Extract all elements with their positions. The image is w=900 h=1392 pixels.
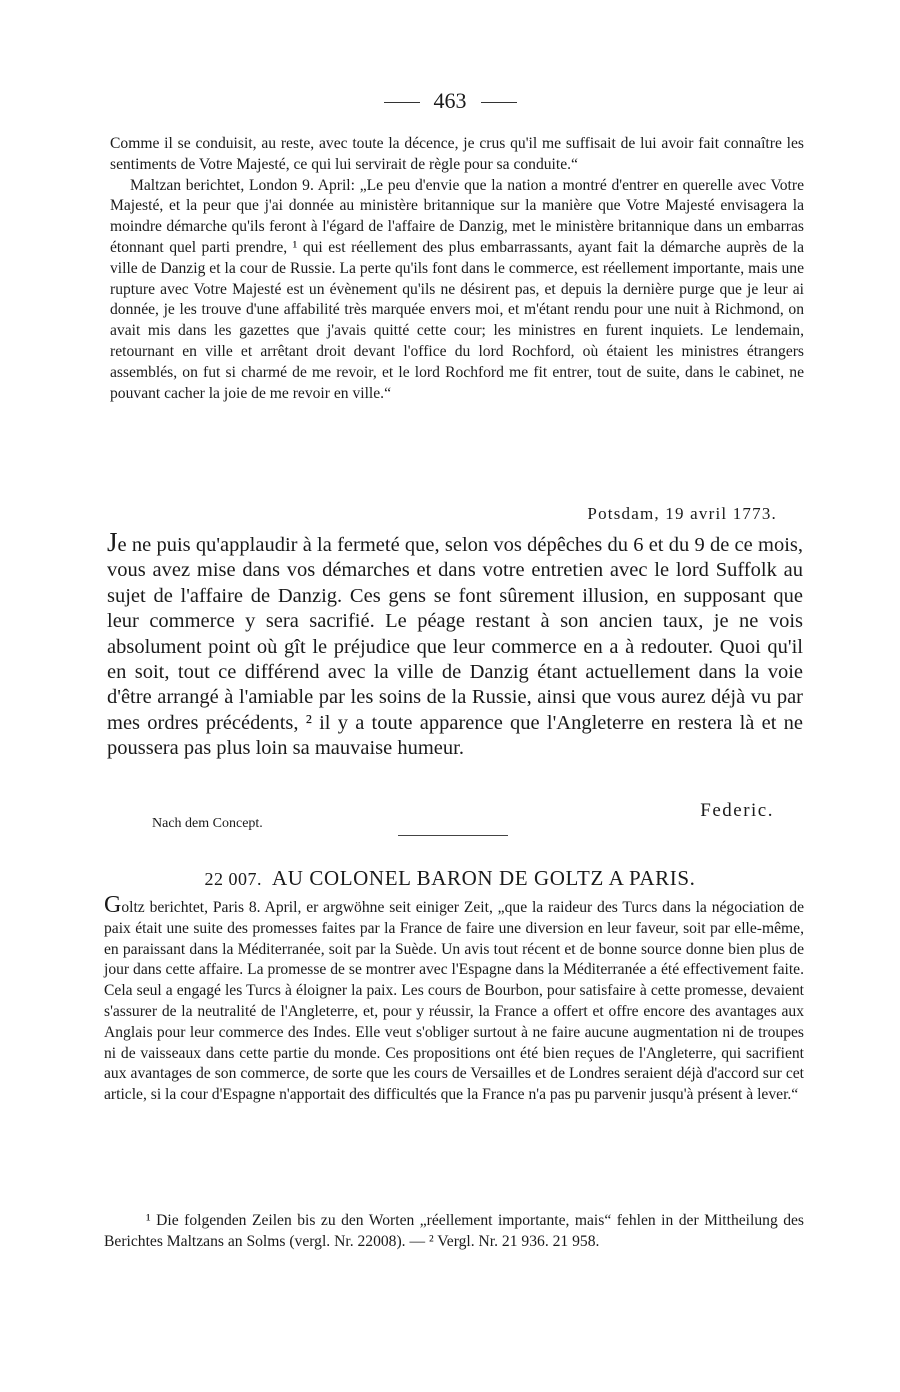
goltz-report xyxy=(104,892,804,1106)
maltzan-report xyxy=(110,134,804,404)
section-divider xyxy=(398,835,508,836)
section-heading xyxy=(0,866,900,891)
page-number: 463 xyxy=(433,88,467,113)
letter-dateline: Potsdam, 19 avril 1773. xyxy=(587,504,777,523)
goltz-initial: G xyxy=(104,892,122,918)
goltz-text: oltz berichtet, Paris 8. April, er argwöhne seit einiger Zeit, „que la raideur des Turcs dans la négociation de paix était une suite des promesses faites par la France de faire une diversion en leur faveur, soit par elle-même, en paraissant dans la Méditerranée, soit par la Suède. Un avis tout récent et de bonne source donne bien plus de jour dans cette affaire. La promesse de se montrer avec l'Espagne dans la Méditerranée a été effectivement faite. Cela seul a engagé les Turcs à éloigner la paix. Les cours de Bourbon, pour satisfaire à cette promesse, devaient s'assurer de la neutralité de l'Angleterre, et, pour y réussir, la France a offert et offre encore des avantages aux Anglais pour leur commerce des Indes. Elle veut s'obliger surtout à ne faire aucune augmentation ni de troupes ni de vaisseaux dans cette partie du monde. Ces propositions ont été bien reçues de l'Angleterre, qui sacrifient aux avantages de son commerce, de sorte que les cours de Versailles et de Londres seraient déjà d'accord sur cet article, si la cour d'Espagne n'apportait des difficultés que la France n'a pas pu parvenir jusqu'à présent à lever.“ xyxy=(104,899,804,1104)
section-number: 22 007. xyxy=(204,869,262,889)
report-paragraph: Maltzan berichtet, London 9. April: „Le peu d'envie que la nation a montré d'entrer en querelle avec Votre Majesté, et la peur que j'ai donnée au ministère britannique sur la manière que Votre Majesté envisagera la moindre démarche qu'ils feront à l'égard de l'affaire de Danzig, met le ministère britannique dans un embarras étonnant quel parti prendre, ¹ qui est réellement des plus embarrassants, ayant fait la démarche auprès de la ville de Danzig et la cour de Russie. La perte qu'ils font dans le commerce, est réellement importante, mais une rupture avec Votre Majesté est un évènement qu'ils ne désirent pas, et depuis la dernière purge que je leur ai donnée, je les trouve d'une affabilité très marquée envers moi, et m'étant rendu pour une nuit à Richmond, on avait mis dans les gazettes que j'avais quitté cette cour; les ministres en furent inquiets. Le lendemain, retournant en ville et arrêtant droit devant l'office du lord Rochford, où étaient les ministres étrangers assemblés, on fut si charmé de me revoir, et le lord Rochford me fit entrer, tout de suite, dans le cabinet, ne pouvant cacher la joie de me revoir en ville.“ xyxy=(110,176,804,402)
section-title: AU COLONEL BARON DE GOLTZ A PARIS. xyxy=(271,866,696,890)
header-rule-left xyxy=(384,102,420,103)
header-rule-right xyxy=(481,102,517,103)
page-header xyxy=(0,88,900,114)
letter-signature: Federic. xyxy=(700,800,774,821)
letter-text: e ne puis qu'applaudir à la fermeté que, selon vos dépêches du 6 et du 9 de ce mois, vous avez mise dans vos démarches et dans votre entretien avec le lord Suffolk au sujet de l'affaire de Danzig. Ces gens se font sûrement illusion, en supposant que leur commerce y sera sacrifié. Le péage restant à son ancien taux, je ne vois absolument point où gît le préjudice que leur commerce en a à redouter. Quoi qu'il en soit, tout ce différend avec la ville de Danzig étant actuellement dans la voie d'être arrangé à l'amiable par les soins de la Russie, ainsi que vous aurez déjà vu par mes ordres précédents, ² il y a toute apparence que l'Angleterre en restera là et ne poussera pas plus loin sa mauvaise humeur. xyxy=(107,534,803,760)
footnotes xyxy=(104,1211,804,1253)
letter-initial: J xyxy=(107,527,118,557)
report-continuation: Comme il se conduisit, au reste, avec toute la décence, je crus qu'il me suffisait de lui avoir fait connaître les sentiments de Votre Majesté, ce qui lui servirait de règle pour sa conduite.“ xyxy=(110,135,804,173)
footnotes-text: ¹ Die folgenden Zeilen bis zu den Worten „réellement importante, mais“ fehlen in der Mittheilung des Berichtes Maltzans an Solms (vergl. Nr. 22008). — ² Vergl. Nr. 21 936. 21 958. xyxy=(104,1212,804,1250)
letter-body xyxy=(107,527,803,762)
source-note: Nach dem Concept. xyxy=(152,816,263,831)
